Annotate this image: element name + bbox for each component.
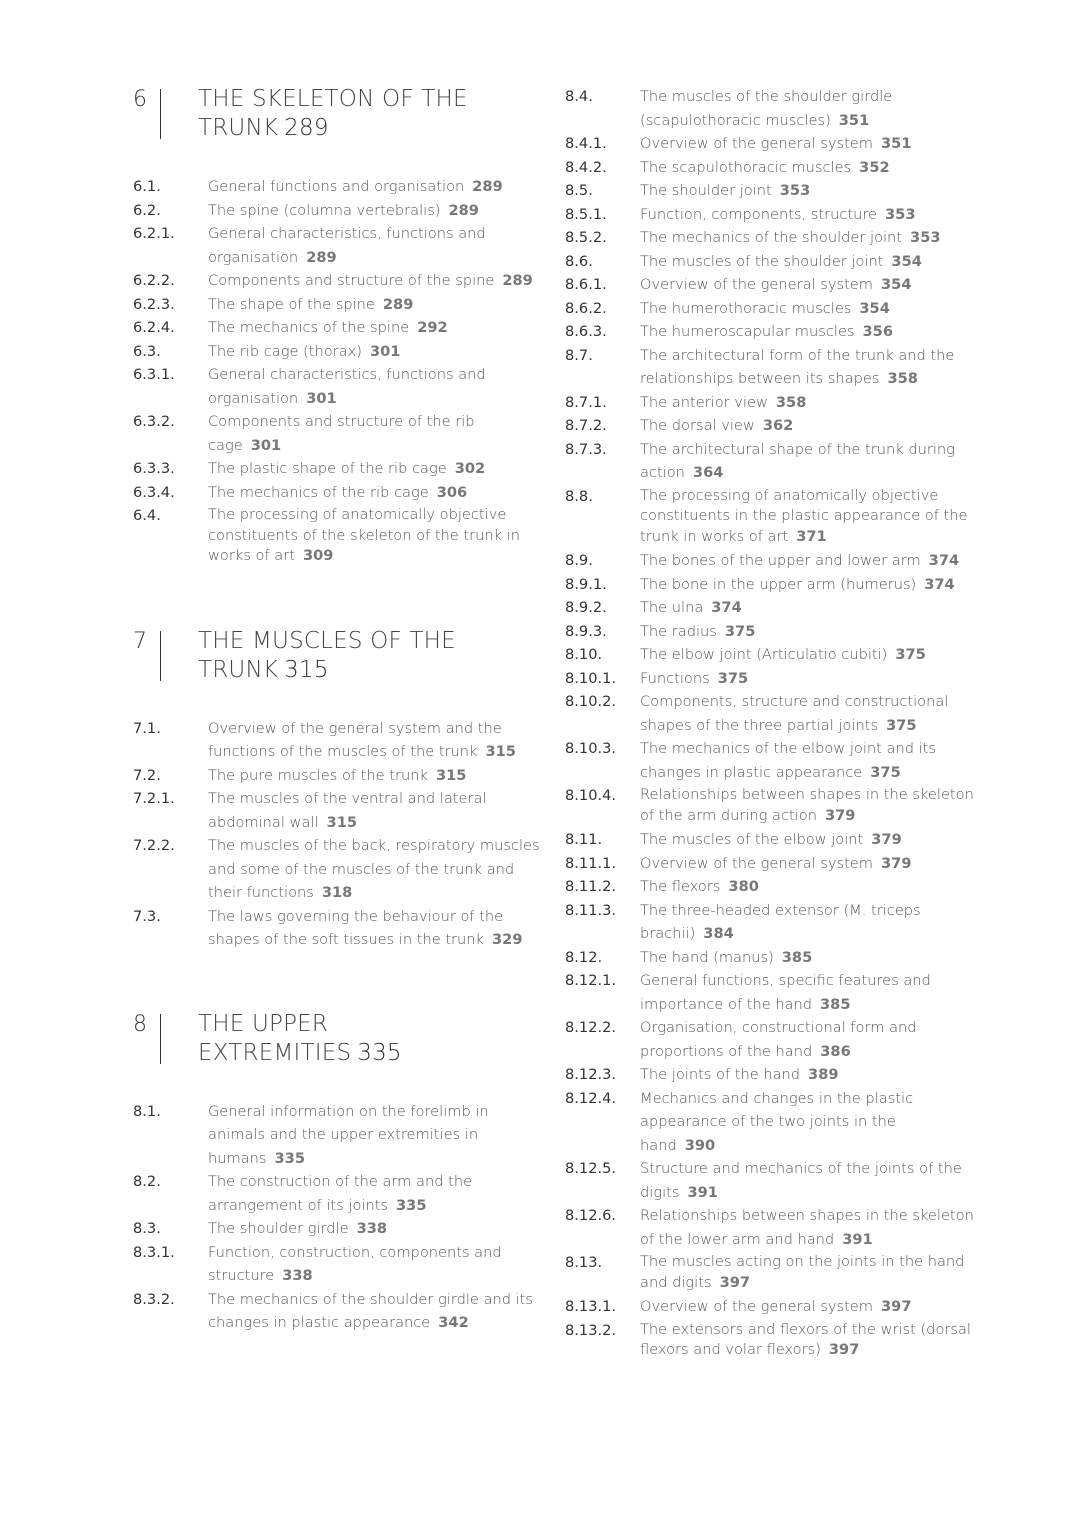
toc-entry-number: 8.12. [565,948,603,966]
toc-entry-page: 397 [719,1273,751,1291]
toc-entry-title: The radius 375 [640,622,756,640]
toc-entry-number: 6.2.1. [133,225,175,242]
toc-entry-page: 289 [502,272,533,289]
toc-entry-page: 289 [382,295,414,313]
toc-entry[interactable] [133,293,543,317]
chapter-number: 7 [133,628,147,654]
toc-entry[interactable] [565,320,975,344]
toc-entry-number: 8.3.1. [133,1243,175,1261]
toc-entry-title: The dorsal view 362 [640,417,794,434]
toc-entry-number: 6.3.4. [133,483,175,501]
toc-entry-number: 8.12.3. [565,1066,617,1083]
toc-entry[interactable] [133,199,543,223]
toc-entry-number: 8.4. [565,88,593,105]
toc-entry-title: Relationships between shapes in the skeleton of the lower arm and hand 391 [640,1207,974,1248]
toc-entry[interactable] [133,834,543,905]
toc-entry-number: 6.4. [133,507,161,524]
toc-entry-title: General characteristics, functions and organisation 301 [208,366,486,407]
toc-entry[interactable] [133,340,543,364]
toc-entry-title: Function, construction, components and structure 338 [208,1243,502,1284]
chapter-divider [160,89,161,139]
toc-entry[interactable] [565,273,975,297]
toc-entry-number: 8.13.2. [565,1321,617,1339]
toc-entry[interactable] [565,179,975,203]
chapter-page: 315 [284,656,329,683]
toc-entry-title: The architectural form of the trunk and the relationships between its shapes 358 [640,346,955,387]
toc-entry-page: 315 [435,766,467,784]
toc-entry-title: The three-headed extensor (M. triceps brachii) 384 [640,901,921,942]
toc-entry-page: 289 [306,248,337,266]
toc-entry-page: 335 [396,1196,427,1214]
toc-entry-page: 358 [887,370,918,387]
toc-entry-title: The processing of anatomically objective constituents of the skeleton of the trunk in works of art 309 [208,506,521,564]
toc-entry-number: 8.9. [565,552,593,569]
toc-entry-page: 351 [838,111,870,129]
toc-entry[interactable] [133,787,543,834]
toc-entry-title: The shoulder joint 353 [640,182,811,199]
toc-entry[interactable] [565,438,975,485]
toc-entry-title: General functions, specific features and importance of the hand 385 [640,972,931,1013]
toc-entry[interactable] [133,504,543,569]
toc-entry-page: 384 [703,925,734,942]
toc-entry-title: The processing of anatomically objective constituents in the plastic appearance of the trunk in works of art 371 [640,486,968,545]
chapter-title: THE MUSCLES OF THE TRUNK 315 [198,627,456,683]
toc-entry-number: 8.13. [565,1254,603,1271]
toc-entry-page: 389 [808,1066,839,1083]
toc-entry-title: The mechanics of the rib cage 306 [208,483,468,501]
toc-entry[interactable] [565,828,975,852]
toc-entry-title: Components and structure of the spine 289 [208,272,533,289]
toc-entry-page: 374 [924,575,955,593]
chapter-heading [133,1010,543,1070]
section-gap [133,952,543,1010]
toc-entry-title: The anterior view 358 [640,393,807,411]
toc-entry-number: 8.11.3. [565,901,617,919]
toc-entry[interactable] [565,690,975,737]
toc-entry[interactable] [565,573,975,597]
toc-entry-number: 8.10. [565,646,603,663]
toc-entry[interactable] [133,410,543,457]
toc-entry-page: 351 [881,135,912,152]
toc-entry-page: 375 [895,646,926,663]
toc-entry-page: 289 [448,201,479,219]
toc-entry-title: Overview of the general system and the functions of the muscles of the trunk 315 [208,719,516,760]
toc-entry-number: 8.9.1. [565,575,607,593]
toc-entry[interactable] [565,1204,975,1251]
toc-entry-page: 380 [728,878,759,895]
toc-entry-title: The ulna 374 [640,599,742,616]
toc-entry[interactable] [565,1087,975,1158]
toc-entry-title: The laws governing the behaviour of the shapes of the soft tissues in the trunk 329 [208,907,523,948]
toc-entry-title: The humerothoracic muscles 354 [640,299,890,317]
toc-entry[interactable] [565,344,975,391]
toc-entry-number: 7.2.1. [133,790,175,807]
toc-entry-list [133,1100,543,1335]
toc-entry-number: 7.2. [133,766,161,784]
toc-entry-number: 6.2.2. [133,272,175,289]
toc-entry-page: 374 [928,552,960,569]
toc-entry-title: The muscles of the ventral and lateral abdominal wall 315 [208,790,487,831]
toc-entry-number: 8.3. [133,1220,161,1237]
toc-entry-page: 391 [687,1183,718,1201]
toc-entry-title: The mechanics of the spine 292 [208,319,448,336]
toc-entry-page: 354 [881,276,912,293]
toc-entry-page: 302 [454,460,486,477]
toc-entry-title: Overview of the general system 397 [640,1298,912,1315]
toc-entry-number: 8.4.2. [565,158,607,176]
toc-entry-number: 8.5.2. [565,229,607,246]
toc-right-column [565,85,975,1363]
toc-entry-page: 379 [871,831,902,848]
toc-entry-title: The scapulothoracic muscles 352 [640,158,890,176]
toc-entry-number: 8.12.6. [565,1207,617,1224]
toc-entry-page: 309 [302,547,334,564]
toc-entry[interactable] [565,1016,975,1063]
toc-entry[interactable] [133,1288,543,1335]
toc-entry-number: 6.2.4. [133,319,175,336]
toc-entry[interactable] [133,363,543,410]
toc-entry-number: 8.6.2. [565,299,607,317]
toc-entry[interactable] [565,969,975,1016]
toc-entry-number: 7.2.2. [133,837,175,854]
toc-entry[interactable] [133,1241,543,1288]
toc-entry[interactable] [133,717,543,764]
toc-entry-title: Components and structure of the rib cage 301 [208,413,475,454]
toc-entry[interactable] [565,1295,975,1319]
toc-entry-title: The shoulder girdle 338 [208,1220,388,1237]
toc-entry[interactable] [565,737,975,784]
toc-entry-number: 8.7. [565,346,593,364]
toc-entry-number: 8.12.4. [565,1089,617,1107]
toc-entry-number: 8.10.3. [565,740,617,757]
toc-entry-page: 301 [369,342,401,360]
toc-entry-title: The pure muscles of the trunk 315 [208,766,467,784]
toc-entry-number: 8.1. [133,1102,161,1120]
chapter-divider [160,631,161,681]
toc-entry-title: The mechanics of the shoulder joint 353 [640,229,941,246]
toc-entry[interactable] [565,875,975,899]
toc-entry-title: General functions and organisation 289 [208,178,503,195]
toc-left-column [133,85,543,1335]
toc-entry[interactable] [133,1170,543,1217]
toc-entry-number: 6.3.1. [133,366,175,383]
chapter-number: 8 [133,1011,147,1037]
toc-entry-number: 6.3.3. [133,460,175,477]
toc-entry-page: 390 [684,1136,716,1154]
toc-entry[interactable] [565,946,975,970]
toc-entry-page: 306 [436,483,468,501]
toc-entry-page: 375 [886,716,917,734]
section-gap [133,569,543,627]
toc-entry[interactable] [565,784,975,828]
toc-entry-title: The mechanics of the shoulder girdle and its changes in plastic appearance 342 [208,1290,533,1331]
chapter-page: 335 [357,1039,402,1066]
toc-entry[interactable] [565,1157,975,1204]
toc-entry-title: The plastic shape of the rib cage 302 [208,460,486,477]
toc-entry[interactable] [133,457,543,481]
toc-entry-page: 362 [762,417,794,434]
toc-entry-title: Functions 375 [640,669,749,687]
toc-entry-title: The bones of the upper and lower arm 374 [640,552,960,569]
toc-entry-number: 8.6.1. [565,276,607,293]
toc-entry-title: Organisation, constructional form and proportions of the hand 386 [640,1019,917,1060]
chapter-title: THE SKELETON OF THE TRUNK 289 [198,86,468,141]
toc-entry-number: 7.3. [133,907,161,925]
toc-entry-title: The muscles of the shoulder girdle (scapulothoracic muscles) 351 [640,88,893,129]
toc-entry-page: 292 [417,319,448,336]
toc-entry-page: 329 [492,931,523,948]
toc-entry-page: 386 [820,1042,851,1060]
toc-entry-page: 342 [438,1314,469,1331]
toc-entry-title: Overview of the general system 351 [640,135,912,152]
toc-entry-number: 8.10.1. [565,669,617,687]
toc-entry-number: 8.5.1. [565,205,607,223]
toc-entry[interactable] [565,297,975,321]
toc-entry[interactable] [565,1063,975,1087]
toc-entry-title: The bone in the upper arm (humerus) 374 [640,575,955,593]
toc-entry-number: 8.7.1. [565,393,607,411]
toc-entry-page: 353 [885,205,916,223]
toc-entry-page: 315 [326,813,358,831]
chapter-heading [133,627,543,687]
toc-entry[interactable] [565,485,975,550]
toc-entry[interactable] [133,175,543,199]
toc-entry[interactable] [133,316,543,340]
toc-entry-title: Components, structure and constructional shapes of the three partial joints 375 [640,693,949,734]
toc-entry-number: 8.12.5. [565,1160,617,1177]
toc-entry-page: 354 [859,299,890,317]
toc-entry-title: General information on the forelimb in animals and the upper extremities in humans 335 [208,1102,489,1167]
toc-entry-number: 7.1. [133,719,161,737]
toc-entry[interactable] [565,667,975,691]
toc-entry-title: The joints of the hand 389 [640,1066,839,1083]
toc-entry-number: 8.2. [133,1173,161,1190]
toc-entry[interactable] [565,226,975,250]
toc-entry-page: 315 [485,743,516,760]
toc-entry[interactable] [565,596,975,620]
toc-entry[interactable] [565,132,975,156]
toc-entry-number: 8.3.2. [133,1290,175,1308]
toc-entry-page: 364 [692,464,724,481]
toc-entry[interactable] [565,414,975,438]
chapter-heading [133,85,543,145]
toc-entry-number: 6.2. [133,201,161,219]
toc-entry-title: Function, components, structure 353 [640,205,916,223]
toc-entry-number: 8.11.1. [565,854,617,872]
chapter-number: 6 [133,87,147,112]
toc-entry-number: 8.7.2. [565,417,607,434]
toc-entry-page: 385 [820,995,851,1013]
toc-entry-list [565,85,975,1363]
toc-entry-page: 379 [824,806,856,824]
toc-entry-page: 356 [862,323,893,340]
toc-entry[interactable] [133,764,543,788]
toc-entry-title: The rib cage (thorax) 301 [208,342,401,360]
chapter-page: 289 [284,115,329,141]
toc-entry[interactable] [565,899,975,946]
toc-entry-number: 6.1. [133,178,161,195]
toc-entry-title: The spine (columna vertebralis) 289 [208,201,479,219]
toc-entry-page: 289 [472,178,503,195]
toc-entry[interactable] [133,269,543,293]
toc-entry-page: 375 [717,669,749,687]
toc-entry-title: The architectural shape of the trunk during action 364 [640,440,955,481]
toc-entry-number: 8.7.3. [565,440,607,458]
toc-entry-number: 6.2.3. [133,295,175,313]
toc-entry-page: 352 [859,158,890,176]
toc-entry[interactable] [565,85,975,132]
toc-entry-page: 375 [724,622,756,640]
toc-entry-title: The shape of the spine 289 [208,295,414,313]
toc-entry-title: The flexors 380 [640,878,759,895]
toc-entry[interactable] [565,1319,975,1363]
toc-entry[interactable] [133,1100,543,1171]
chapter-divider [160,1014,161,1064]
toc-entry-page: 397 [881,1298,912,1315]
toc-entry-page: 318 [321,884,353,901]
toc-entry[interactable] [565,643,975,667]
toc-entry-number: 8.12.1. [565,972,617,989]
toc-entry-page: 353 [910,229,941,246]
toc-entry-title: Mechanics and changes in the plastic appearance of the two joints in the hand 390 [640,1089,914,1154]
toc-entry-page: 391 [842,1230,873,1248]
toc-entry-title: The muscles of the back, respiratory muscles and some of the muscles of the trunk and their functions 318 [208,837,540,901]
toc-entry-number: 8.5. [565,182,593,199]
toc-entry-page: 375 [870,763,901,781]
toc-entry-number: 8.8. [565,487,593,505]
toc-entry-title: The extensors and flexors of the wrist (dorsal flexors and volar flexors) 397 [640,1320,971,1358]
toc-entry[interactable] [565,391,975,415]
toc-entry-number: 8.11.2. [565,878,617,895]
toc-entry[interactable] [133,481,543,505]
toc-entry-page: 379 [881,854,912,872]
toc-entry-page: 353 [779,182,811,199]
toc-entry[interactable] [133,222,543,269]
toc-entry[interactable] [565,250,975,274]
toc-entry-page: 358 [775,393,807,411]
toc-entry-page: 354 [891,252,922,270]
toc-entry[interactable] [565,203,975,227]
toc-entry-page: 385 [781,948,813,966]
toc-entry-number: 8.13.1. [565,1298,617,1315]
toc-entry-page: 374 [711,599,742,616]
toc-entry[interactable] [565,852,975,876]
toc-entry-title: The muscles of the elbow joint 379 [640,831,902,848]
toc-entry-page: 397 [828,1341,860,1358]
toc-entry-list [133,175,543,569]
toc-entry-title: The construction of the arm and the arrangement of its joints 335 [208,1173,473,1214]
toc-entry-page: 338 [356,1220,388,1237]
toc-entry-page: 335 [274,1149,305,1167]
toc-entry-title: General characteristics, functions and organisation 289 [208,225,486,266]
toc-entry-title: The mechanics of the elbow joint and its changes in plastic appearance 375 [640,740,936,781]
toc-entry-number: 8.9.3. [565,622,607,640]
toc-entry-number: 8.6.3. [565,323,607,340]
toc-entry-title: Structure and mechanics of the joints of the digits 391 [640,1160,962,1201]
toc-entry-list [133,717,543,952]
toc-entry-number: 8.10.4. [565,787,617,804]
toc-entry[interactable] [133,1217,543,1241]
toc-entry[interactable] [565,620,975,644]
toc-entry-title: The elbow joint (Articulatio cubiti) 375 [640,646,926,663]
toc-entry-title: The humeroscapular muscles 356 [640,323,893,340]
toc-entry-title: The muscles acting on the joints in the hand and digits 397 [640,1253,965,1291]
toc-entry-number: 8.6. [565,252,593,270]
toc-entry[interactable] [133,905,543,952]
toc-entry-page: 301 [250,436,282,454]
toc-entry[interactable] [565,549,975,573]
toc-entry-page: 301 [306,389,337,407]
toc-entry-number: 8.9.2. [565,599,607,616]
chapter-title: THE UPPER EXTREMITIES 335 [198,1010,402,1066]
toc-entry-title: The muscles of the shoulder joint 354 [640,252,922,270]
toc-entry-page: 371 [796,527,827,545]
toc-entry-title: Overview of the general system 354 [640,276,912,293]
toc-entry-title: Overview of the general system 379 [640,854,912,872]
toc-entry-number: 8.4.1. [565,135,607,152]
toc-entry[interactable] [565,1251,975,1295]
toc-entry-number: 8.10.2. [565,693,617,710]
toc-entry-number: 8.12.2. [565,1019,617,1036]
toc-entry-number: 8.11. [565,831,603,848]
toc-entry-page: 338 [282,1267,313,1284]
toc-entry-number: 6.3.2. [133,413,175,430]
toc-entry-title: Relationships between shapes in the skeleton of the arm during action 379 [640,786,974,824]
toc-entry-title: The hand (manus) 385 [640,948,813,966]
toc-entry-number: 6.3. [133,342,161,360]
toc-entry[interactable] [565,156,975,180]
